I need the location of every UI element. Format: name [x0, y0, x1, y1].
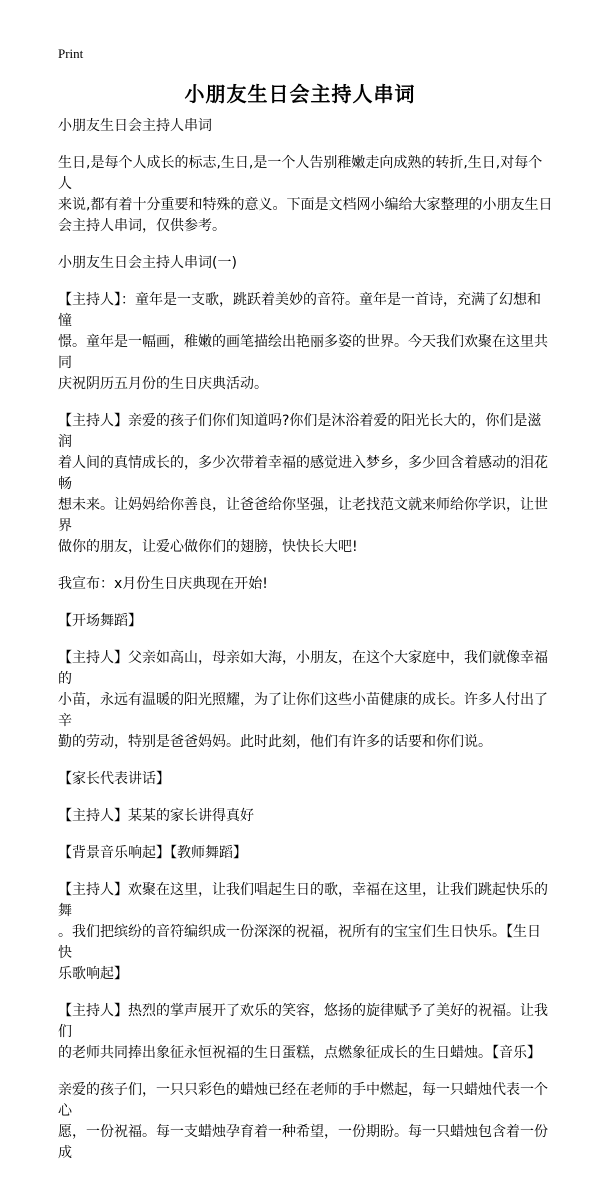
host-paragraph: 【主持人】：童年是一支歌，跳跃着美妙的音符。童年是一首诗，充满了幻想和憧 憬。童年是一幅画，稚嫩的画笔描绘出艳丽多姿的世界。今天我们欢聚在这里共同 庆祝阴历五月份的生日庆典活动。 — [58, 292, 548, 392]
host-paragraph: 【主持人】热烈的掌声展开了欢乐的笑容，悠扬的旋律赋予了美好的祝福。让我们 的老师共同捧出象征永恒祝福的生日蛋糕，点燃象征成长的生日蜡烛。【音乐】 — [58, 1003, 548, 1061]
stage-cue: 【开场舞蹈】 — [58, 613, 142, 629]
doc-subtitle: 小朋友生日会主持人串词 — [58, 118, 212, 134]
print-label: Print — [58, 46, 84, 61]
stage-cue: 【家长代表讲话】 — [58, 771, 170, 787]
intro-paragraph: 生日,是每个人成长的标志,生日,是一个人告别稚嫩走向成熟的转折,生日,对每个人 来说,都有着十分重要和特殊的意义。下面是文档网小编给大家整理的小朋友生日 会主持人串词，仅供参考。 — [58, 155, 553, 234]
announcement-paragraph: 我宣布：x月份生日庆典现在开始! — [58, 576, 268, 592]
host-paragraph: 【主持人】欢聚在这里，让我们唱起生日的歌，幸福在这里，让我们跳起快乐的舞 。我们把缤纷的音符编织成一份深深的祝福，祝所有的宝宝们生日快乐。【生日快 乐歌响起】 — [58, 882, 548, 982]
host-paragraph: 【主持人】某某的家长讲得真好 — [58, 808, 254, 824]
page-title: 小朋友生日会主持人串词 — [184, 82, 416, 106]
closing-paragraph: 亲爱的孩子们，一只只彩色的蜡烛已经在老师的手中燃起，每一只蜡烛代表一个心 愿，一份祝福。每一支蜡烛孕育着一种希望，一份期盼。每一只蜡烛包含着一份成 — [58, 1082, 548, 1161]
host-paragraph: 【主持人】父亲如高山，母亲如大海，小朋友，在这个大家庭中，我们就像幸福的 小苗，永远有温暖的阳光照耀，为了让你们这些小苗健康的成长。许多人付出了辛 勤的劳动，特别是爸爸妈妈。此时此刻，他们有许多的话要和你们说。 — [58, 650, 548, 750]
stage-cue: 【背景音乐响起】【教师舞蹈】 — [58, 845, 247, 861]
host-paragraph: 【主持人】亲爱的孩子们你们知道吗?你们是沐浴着爱的阳光长大的，你们是滋润 着人间的真情成长的，多少次带着幸福的感觉进入梦乡，多少回含着感动的泪花畅 想未来。让妈妈给你善良，让爸爸给你坚强，让老找范文就来师给你学识，让世界 做你的朋友，让爱心做你们的翅膀，快快长大吧! — [58, 413, 548, 555]
document-body — [58, 116, 554, 1180]
section-heading: 小朋友生日会主持人串词(一) — [58, 255, 237, 271]
